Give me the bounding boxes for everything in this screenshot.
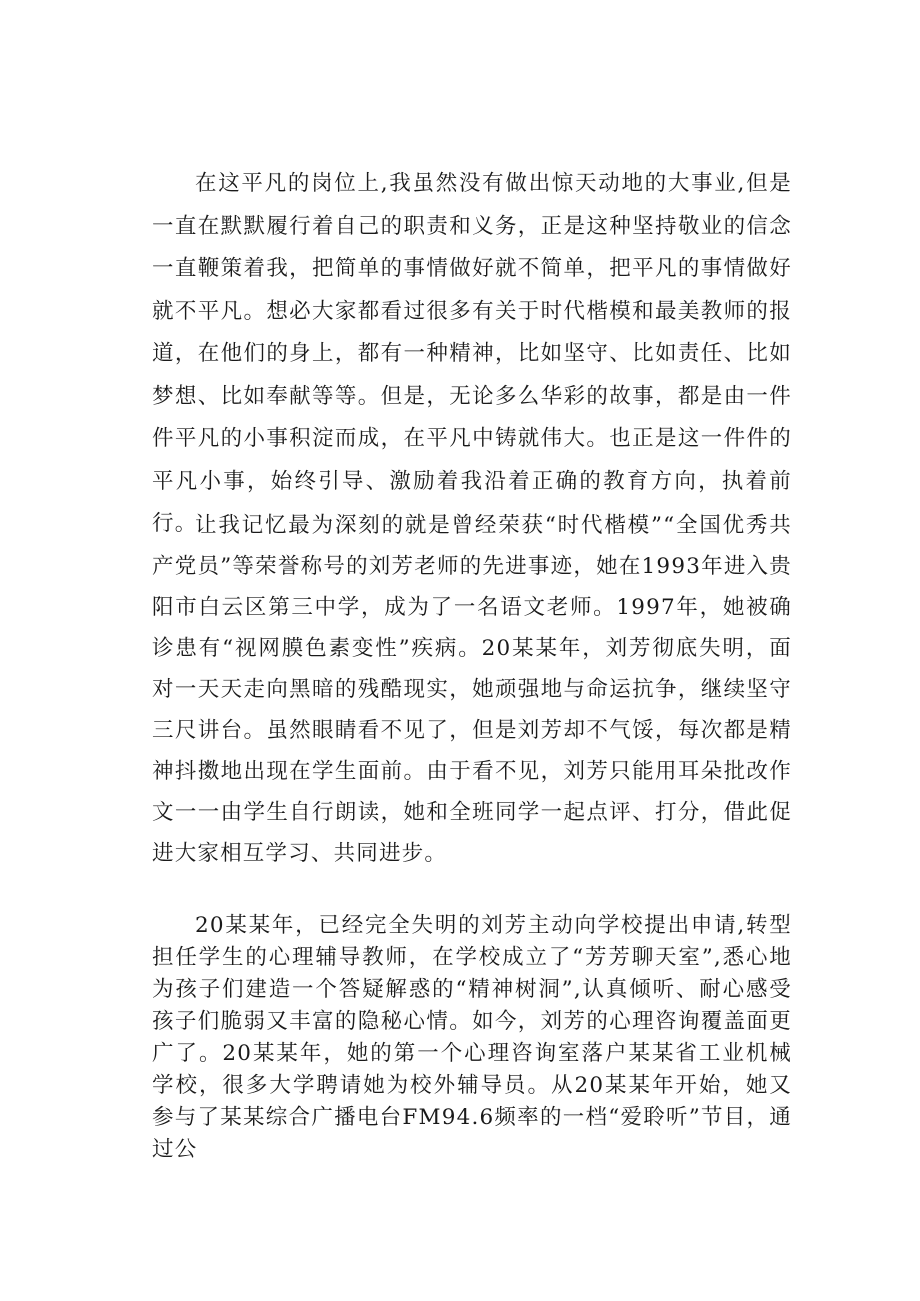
- paragraph-2: 让我记忆最为深刻的就是曾经荣获“时代楷模”“全国优秀共产党员”等荣誉称号的刘芳老师的先进事迹，她在1993年进入贵阳市白云区第三中学，成为了一名语文老师。1997年，她被确诊患有“视网膜色素变性”疾病。20某某年，刘芳彻底失明，面对一天天走向黑暗的残酷现实，她顽强地与命运抗争，继续坚守三尺讲台。虽然眼睛看不见了，但是刘芳却不气馁，每次都是精神抖擞地出现在学生面前。由于看不见，刘芳只能用耳朵批改作文一一由学生自行朗读，她和全班同学一起点评、打分，借此促进大家相互学习、共同进步。: [152, 513, 792, 866]
- body-text-section-3: [152, 910, 792, 1166]
- body-text-section-2: [152, 505, 792, 874]
- body-text-section-1: [152, 163, 792, 546]
- paragraph-1: 在这平凡的岗位上,我虽然没有做出惊天动地的大事业,但是一直在默默履行着自己的职责和义务，正是这种坚持敬业的信念一直鞭策着我，把简单的事情做好就不简单，把平凡的事情做好就不平凡。想必大家都看过很多有关于时代楷模和最美教师的报道，在他们的身上，都有一种精神，比如坚守、比如责任、比如梦想、比如奉献等等。但是，无论多么华彩的故事，都是由一件件平凡的小事积淀而成，在平凡中铸就伟大。也正是这一件件的平凡小事，始终引导、激励着我沿着正确的教育方向，执着前行。: [152, 171, 792, 536]
- paragraph-3: 20某某年，已经完全失明的刘芳主动向学校提出申请,转型担任学生的心理辅导教师，在学校成立了“芳芳聊天室”,悉心地为孩子们建造一个答疑解惑的“精神树洞”,认真倾听、耐心感受孩子们脆弱又丰富的隐秘心情。如今，刘芳的心理咨询覆盖面更广了。20某某年，她的第一个心理咨询室落户某某省工业机械学校，很多大学聘请她为校外辅导员。从20某某年开始，她又参与了某某综合广播电台FM94.6频率的一档“爱聆听”节目，通过公: [152, 913, 792, 1162]
